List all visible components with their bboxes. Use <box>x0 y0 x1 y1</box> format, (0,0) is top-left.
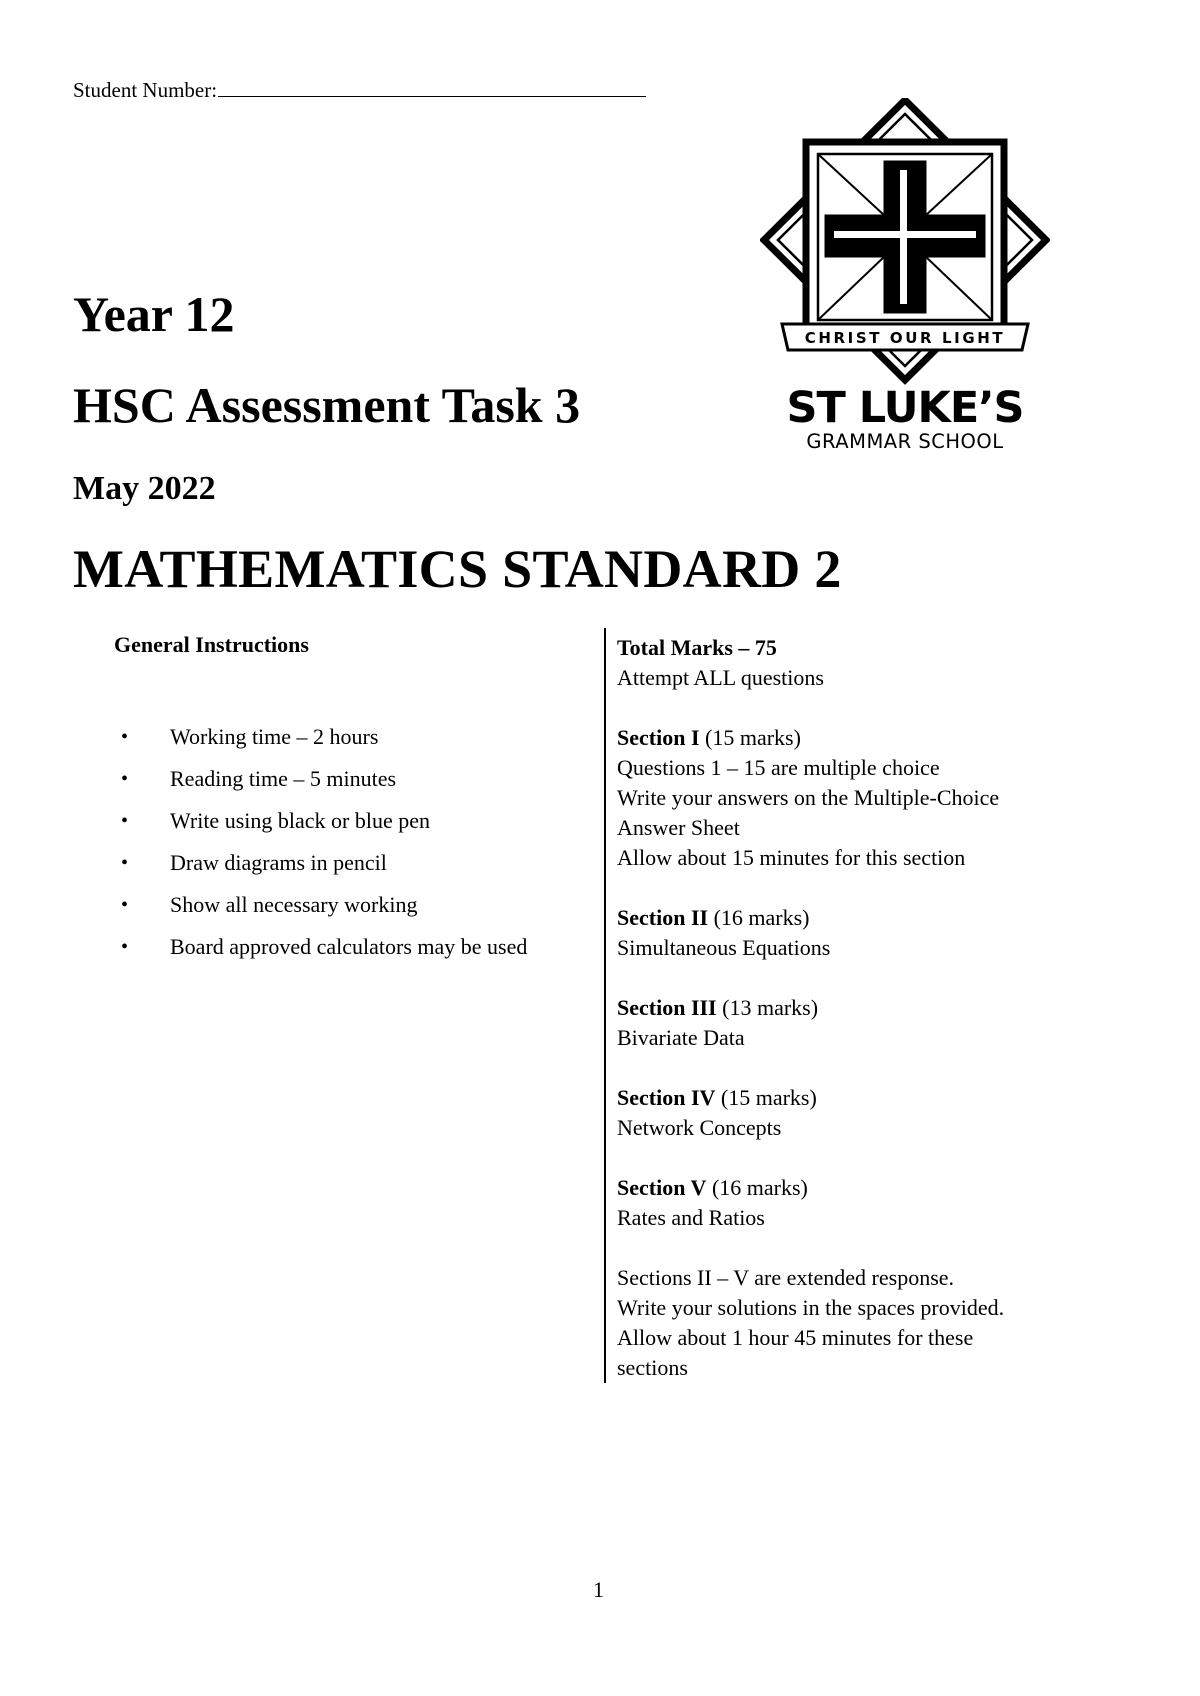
instruction-text: Write using black or blue pen <box>170 808 430 833</box>
sections-list <box>617 723 1087 1263</box>
section-heading <box>617 993 1087 1023</box>
page-number: 1 <box>593 1577 604 1602</box>
bullet-icon: • <box>121 894 129 916</box>
instruction-text: Board approved calculators may be used <box>170 934 528 959</box>
student-number-field <box>73 78 646 103</box>
instruction-text: Show all necessary working <box>170 892 418 917</box>
section-name: Section II <box>617 905 709 930</box>
section-marks: (16 marks) <box>708 905 810 930</box>
section-block <box>617 1173 1087 1263</box>
logo-school-subname: GRAMMAR SCHOOL <box>806 430 1004 450</box>
logo-motto: CHRIST OUR LIGHT <box>804 329 1006 347</box>
year-heading: Year 12 <box>73 286 235 342</box>
total-marks: Total Marks – 75 <box>617 635 777 660</box>
section-description: Allow about 15 minutes for this section <box>617 845 966 870</box>
section-marks: (15 marks) <box>699 725 801 750</box>
logo-banner <box>782 324 1028 350</box>
instruction-item <box>114 725 527 767</box>
instruction-item <box>114 893 527 935</box>
section-description: Rates and Ratios <box>617 1205 765 1230</box>
instruction-item <box>114 809 527 851</box>
school-logo <box>760 98 1050 450</box>
closing-line: Write your solutions in the spaces provided. <box>617 1295 1005 1320</box>
section-marks: (15 marks) <box>715 1085 817 1110</box>
closing-line: sections <box>617 1355 688 1380</box>
task-heading: HSC Assessment Task 3 <box>73 377 581 433</box>
section-description: Questions 1 – 15 are multiple choice <box>617 755 940 780</box>
section-name: Section I <box>617 725 700 750</box>
general-instructions-list <box>114 725 527 977</box>
section-marks: (16 marks) <box>706 1175 808 1200</box>
section-name: Section III <box>617 995 717 1020</box>
section-heading <box>617 1173 1087 1203</box>
instruction-item <box>114 851 527 893</box>
section-name: Section V <box>617 1175 707 1200</box>
section-block <box>617 723 1087 903</box>
marks-summary <box>617 633 1087 1383</box>
section-description: Simultaneous Equations <box>617 935 831 960</box>
instruction-text: Reading time – 5 minutes <box>170 766 397 791</box>
closing-line: Allow about 1 hour 45 minutes for these <box>617 1325 974 1350</box>
instruction-text: Working time – 2 hours <box>170 724 379 749</box>
section-heading <box>617 1083 1087 1113</box>
student-number-label: Student Number: <box>73 78 218 102</box>
section-description: Network Concepts <box>617 1115 782 1140</box>
student-number-line <box>218 78 646 97</box>
closing-line: Sections II – V are extended response. <box>617 1265 955 1290</box>
bullet-icon: • <box>121 936 129 958</box>
section-description: Write your answers on the Multiple-Choice <box>617 785 1000 810</box>
section-description: Answer Sheet <box>617 815 740 840</box>
date-heading: May 2022 <box>73 470 216 507</box>
subject-heading: MATHEMATICS STANDARD 2 <box>73 539 842 599</box>
bullet-icon: • <box>121 768 129 790</box>
attempt-instruction: Attempt ALL questions <box>617 665 824 690</box>
section-description: Bivariate Data <box>617 1025 745 1050</box>
bullet-icon: • <box>121 726 129 748</box>
section-block <box>617 903 1087 993</box>
section-marks: (13 marks) <box>716 995 819 1020</box>
section-heading <box>617 723 1087 753</box>
instruction-item <box>114 767 527 809</box>
bullet-icon: • <box>121 852 129 874</box>
section-name: Section IV <box>617 1085 716 1110</box>
logo-school-name: ST LUKE’S <box>786 383 1024 433</box>
general-instructions-title: General Instructions <box>114 632 309 657</box>
column-divider <box>604 628 606 1383</box>
bullet-icon: • <box>121 810 129 832</box>
instruction-text: Draw diagrams in pencil <box>170 850 387 875</box>
section-heading <box>617 903 1087 933</box>
instruction-item <box>114 935 527 977</box>
section-block <box>617 1083 1087 1173</box>
section-block <box>617 993 1087 1083</box>
closing-instructions <box>617 1263 1087 1383</box>
